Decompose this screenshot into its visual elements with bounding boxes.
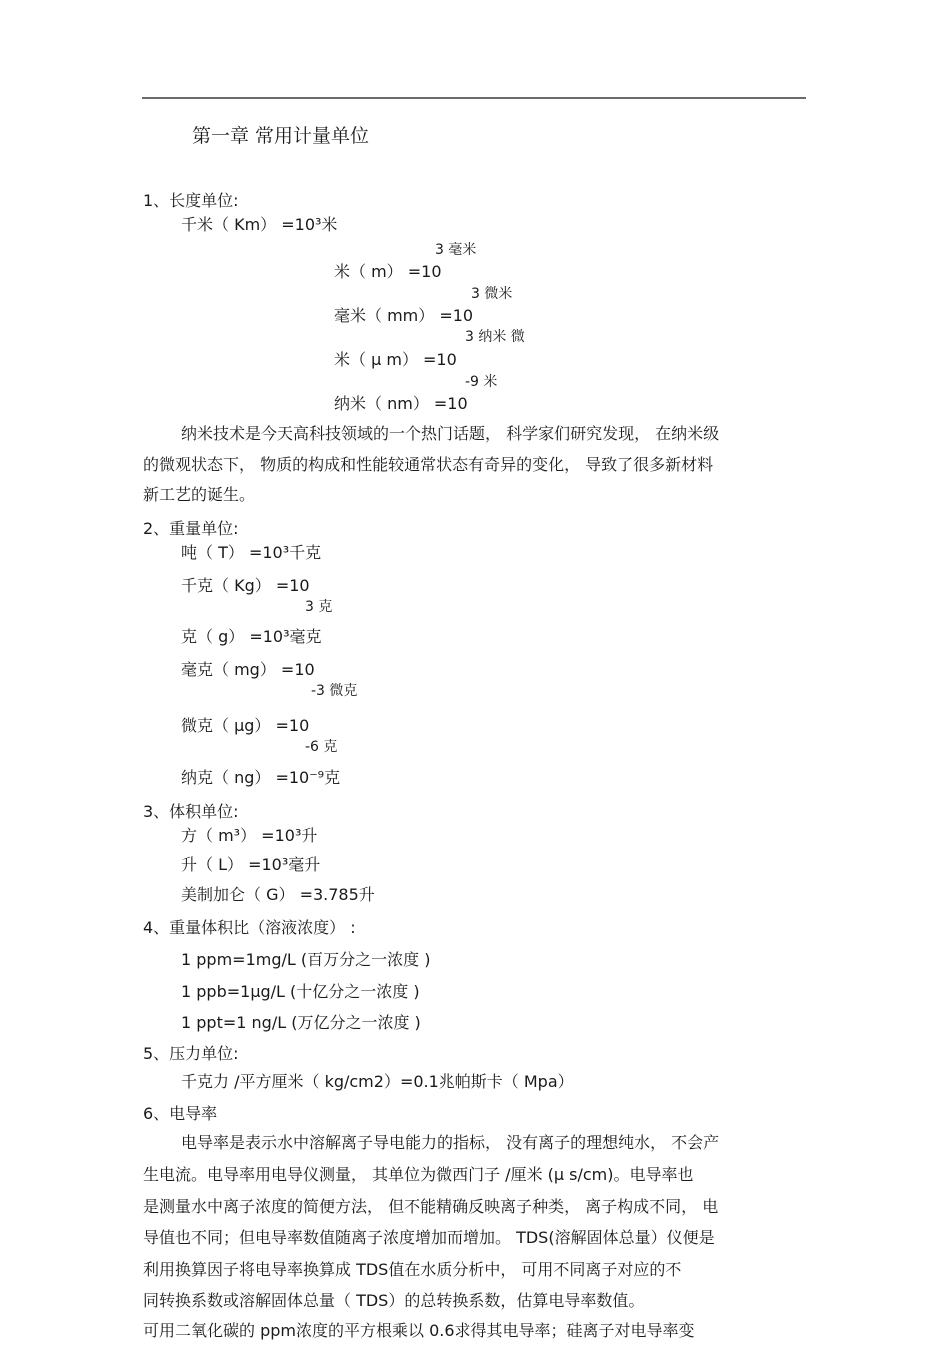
length-line-km: 千米（ Km） =10³米 xyxy=(181,215,338,234)
nano-paragraph-line3: 新工艺的诞生。 xyxy=(143,485,256,504)
weight-line-t: 吨（ T） =10³千克 xyxy=(181,543,322,562)
weight-sup-mg: -3 微克 xyxy=(311,683,358,699)
section-heading-volume: 3、体积单位: xyxy=(143,802,239,821)
volume-line-gallon: 美制加仑（ G） =3.785升 xyxy=(181,885,375,904)
nano-paragraph-line1: 纳米技术是今天高科技领域的一个热门话题， 科学家们研究发现， 在纳米级 xyxy=(181,424,720,443)
conductivity-paragraph-line4: 导值也不同；但电导率数值随离子浓度增加而增加。 TDS(溶解固体总量）仪便是 xyxy=(143,1228,715,1247)
chapter-title: 第一章 常用计量单位 xyxy=(192,125,370,147)
length-sup-nm: -9 米 xyxy=(465,374,498,390)
weight-line-ng: 纳克（ ng） =10⁻⁹克 xyxy=(181,768,341,787)
weight-line-kg: 千克（ Kg） =10 xyxy=(181,576,310,595)
weight-sup-ug: -6 克 xyxy=(305,739,338,755)
section-heading-length: 1、长度单位: xyxy=(143,191,239,210)
conductivity-paragraph-line7: 可用二氧化碳的 ppm浓度的平方根乘以 0.6求得其电导率；硅离子对电导率变 xyxy=(143,1321,695,1340)
conductivity-paragraph-line6: 同转换系数或溶解固体总量（ TDS）的总转换系数，估算电导率数值。 xyxy=(143,1291,645,1310)
weight-line-mg: 毫克（ mg） =10 xyxy=(181,660,315,679)
nano-paragraph-line2: 的微观状态下， 物质的构成和性能较通常状态有奇异的变化， 导致了很多新材料 xyxy=(143,455,714,474)
concentration-line-ppb: 1 ppb=1μg/L (十亿分之一浓度 ) xyxy=(181,982,420,1001)
conductivity-paragraph-line2: 生电流。电导率用电导仪测量， 其单位为微西门子 /厘米 (μ s/cm)。电导率也 xyxy=(143,1165,694,1184)
length-sup-m: 3 毫米 xyxy=(435,242,477,258)
length-line-m: 米（ m） =10 xyxy=(334,262,442,281)
volume-line-l: 升（ L） =10³毫升 xyxy=(181,855,321,874)
pressure-line: 千克力 /平方厘米（ kg/cm2）=0.1兆帕斯卡（ Mpa） xyxy=(181,1072,574,1091)
conductivity-paragraph-line5: 利用换算因子将电导率换算成 TDS值在水质分析中， 可用不同离子对应的不 xyxy=(143,1260,682,1279)
conductivity-paragraph-line1: 电导率是表示水中溶解离子导电能力的指标， 没有离子的理想纯水， 不会产 xyxy=(181,1133,720,1152)
section-heading-concentration: 4、重量体积比（溶液浓度） : xyxy=(143,918,356,937)
length-line-nm: 纳米（ nm） =10 xyxy=(334,394,468,413)
section-heading-pressure: 5、压力单位: xyxy=(143,1044,239,1063)
header-rule xyxy=(142,97,806,99)
section-heading-weight: 2、重量单位: xyxy=(143,519,239,538)
concentration-line-ppm: 1 ppm=1mg/L (百万分之一浓度 ) xyxy=(181,950,431,969)
length-sup-mm: 3 微米 xyxy=(471,286,513,302)
length-line-um: 米（ μ m） =10 xyxy=(334,350,457,369)
weight-line-g: 克（ g） =10³毫克 xyxy=(181,627,322,646)
concentration-line-ppt: 1 ppt=1 ng/L (万亿分之一浓度 ) xyxy=(181,1013,421,1032)
weight-sup-kg: 3 克 xyxy=(305,599,333,615)
weight-line-ug: 微克（ μg） =10 xyxy=(181,716,310,735)
length-sup-um: 3 纳米 微 xyxy=(465,329,525,345)
section-heading-conductivity: 6、电导率 xyxy=(143,1104,218,1123)
conductivity-paragraph-line3: 是测量水中离子浓度的简便方法， 但不能精确反映离子种类， 离子构成不同， 电 xyxy=(143,1197,719,1216)
length-line-mm: 毫米（ mm） =10 xyxy=(334,306,474,325)
volume-line-m3: 方（ m³） =10³升 xyxy=(181,826,318,845)
